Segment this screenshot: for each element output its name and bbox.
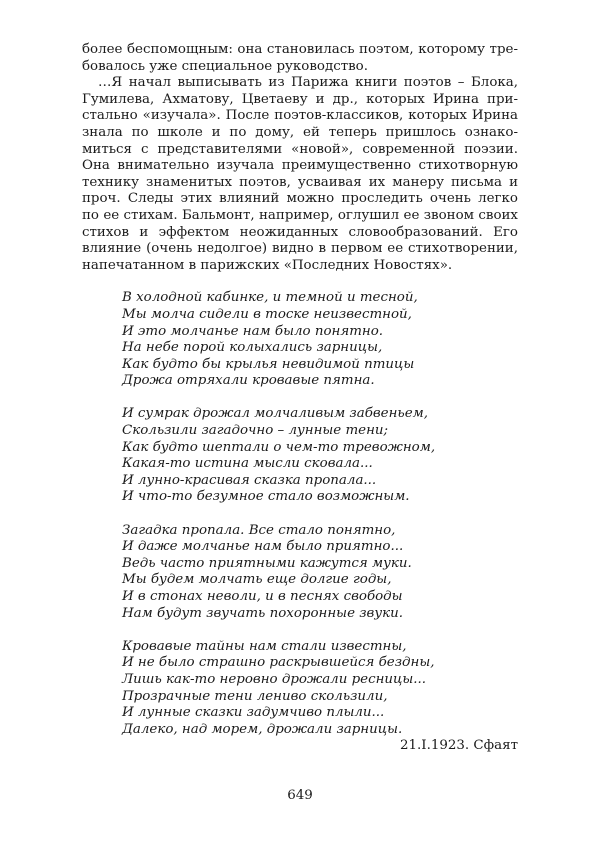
poem-line: И что-то безумное стало возможным. xyxy=(122,489,410,505)
poem-dateline: 21.I.1923. Сфаят xyxy=(400,738,518,754)
poem-line: Лишь как-то неровно дрожали ресницы... xyxy=(122,671,427,687)
poem-line: И в стонах неволи, и в песнях свободы xyxy=(122,589,403,604)
page-number: 649 xyxy=(287,788,313,803)
paragraph-2: …Я начал выписывать из Парижа книги поэтов – Блока, Гумилева, Ахматову, Цветаеву и др., которых Ирина пристально «изучала». После поэтов-классиков, которых Ирина знала по школе и по дому, ей теперь пришлось ознакомиться с представителями «новой», современной поэзии. Она внимательно изучала преимущественно стихотворную технику знаменитых поэтов, усваивая их манеру письма и проч. Следы этих влияний можно проследить очень легко по ее стихам. Бальмонт, например, оглушил ее звоном своих стихов и эффектом неожиданных словообразований. Его влияние (очень недолгое) видно в первом ее стихотворении, напечатанном в парижских «Последних Новостях». xyxy=(82,75,518,273)
poem-line: Как будто шептали о чем-то тревожном, xyxy=(122,439,436,455)
poem-line: Ведь часто приятными кажутся муки. xyxy=(122,555,412,571)
poem-line: В холодной кабинке, и темной и тесной, xyxy=(122,290,418,306)
poem-line: И лунно-красивая сказка пропала... xyxy=(122,472,377,488)
poem-line: Прозрачные тени лениво скользили, xyxy=(122,688,388,704)
poem-line: И не было страшно раскрывшейся бездны, xyxy=(122,655,435,671)
poem-line: И лунные сказки задумчиво плыли... xyxy=(122,705,385,721)
poem-line: Загадка пропала. Все стало понятно, xyxy=(122,522,396,538)
page-body xyxy=(82,42,518,755)
poem-line: И сумрак дрожал молчаливым забвеньем, xyxy=(122,406,429,422)
poem-line: Как будто бы крылья невидимой птицы xyxy=(122,356,415,372)
poem-line: Скользили загадочно – лунные тени; xyxy=(122,423,389,439)
stanza-1 xyxy=(122,290,518,390)
poem-line: И даже молчанье нам было приятно... xyxy=(122,539,404,555)
stanza-2 xyxy=(122,406,518,506)
poem-line: И это молчанье нам было понятно. xyxy=(122,323,384,339)
poem xyxy=(122,290,518,738)
poem-line: Нам будут звучать похоронные звуки. xyxy=(122,605,403,621)
prose-block xyxy=(82,42,518,274)
poem-line: Мы молча сидели в тоске неизвестной, xyxy=(122,306,412,322)
paragraph-1: более беспомощным: она становилась поэтом, которому требовалось уже специальное руководство. xyxy=(82,42,518,74)
poem-line: Дрожа отряхали кровавые пятна. xyxy=(122,373,375,389)
poem-line: Мы будем молчать еще долгие годы, xyxy=(122,572,392,588)
poem-line: Кровавые тайны нам стали известны, xyxy=(122,638,407,654)
stanza-4 xyxy=(122,639,518,739)
poem-line: Какая-то истина мысли сковала... xyxy=(122,456,373,472)
poem-line: На небе порой колыхались зарницы, xyxy=(122,340,383,356)
stanza-3 xyxy=(122,523,518,623)
poem-line: Далеко, над морем, дрожали зарницы. xyxy=(122,721,403,737)
